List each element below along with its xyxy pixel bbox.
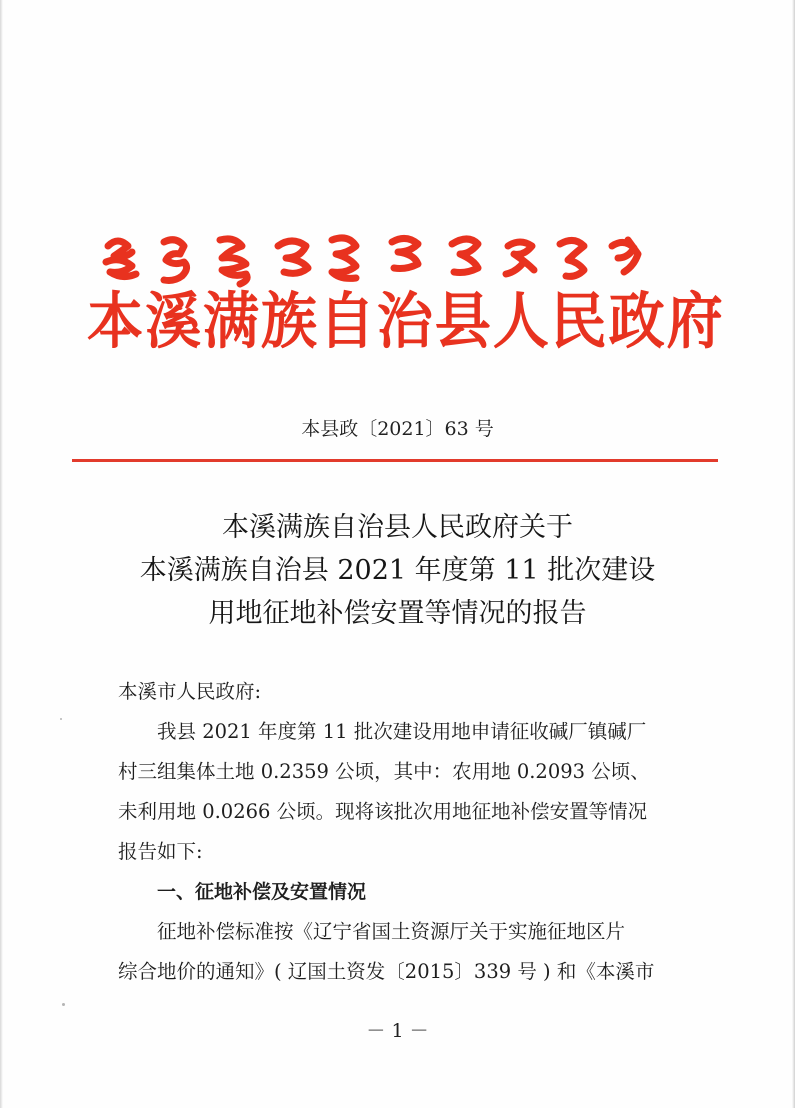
- report-title-line: 本溪满族自治县 2021 年度第 11 批次建设: [139, 555, 656, 586]
- paragraph-line: 村三组集体土地 0.2359 公顷，其中：农用地 0.2093 公顷、: [118, 760, 650, 783]
- scan-speck: [62, 1003, 65, 1006]
- report-title: [60, 506, 735, 635]
- paragraph-line: 我县 2021 年度第 11 批次建设用地申请征收碱厂镇碱厂: [157, 720, 647, 743]
- salutation: 本溪市人民政府:: [118, 680, 262, 703]
- section-1: [118, 872, 678, 992]
- paragraph-line: 未利用地 0.0266 公顷。现将该批次用地征地补偿安置等情况: [118, 800, 648, 823]
- paragraph-line: 报告如下:: [118, 840, 203, 863]
- paragraph-intro: [118, 712, 678, 872]
- section-heading: 一、征地补偿及安置情况: [157, 881, 367, 903]
- report-title-line: 用地征地补偿安置等情况的报告: [208, 598, 587, 629]
- report-title-line: 本溪满族自治县人民政府关于: [222, 512, 573, 543]
- scan-edge-left: [0, 0, 3, 1108]
- paragraph-line: 征地补偿标准按《辽宁省国土资源厅关于实施征地区片: [157, 920, 626, 943]
- page-number: － 1 －: [366, 1020, 429, 1042]
- document-body: [118, 672, 678, 992]
- document-number: 本县政〔2021〕63 号: [301, 418, 494, 440]
- scan-speck: [60, 718, 62, 720]
- red-divider-line: [72, 459, 718, 462]
- issuing-authority-title: 本溪满族自治县人民政府: [87, 286, 725, 357]
- paragraph-line: 综合地价的通知》( 辽国土资发〔2015〕339 号 ) 和《本溪市: [118, 960, 655, 983]
